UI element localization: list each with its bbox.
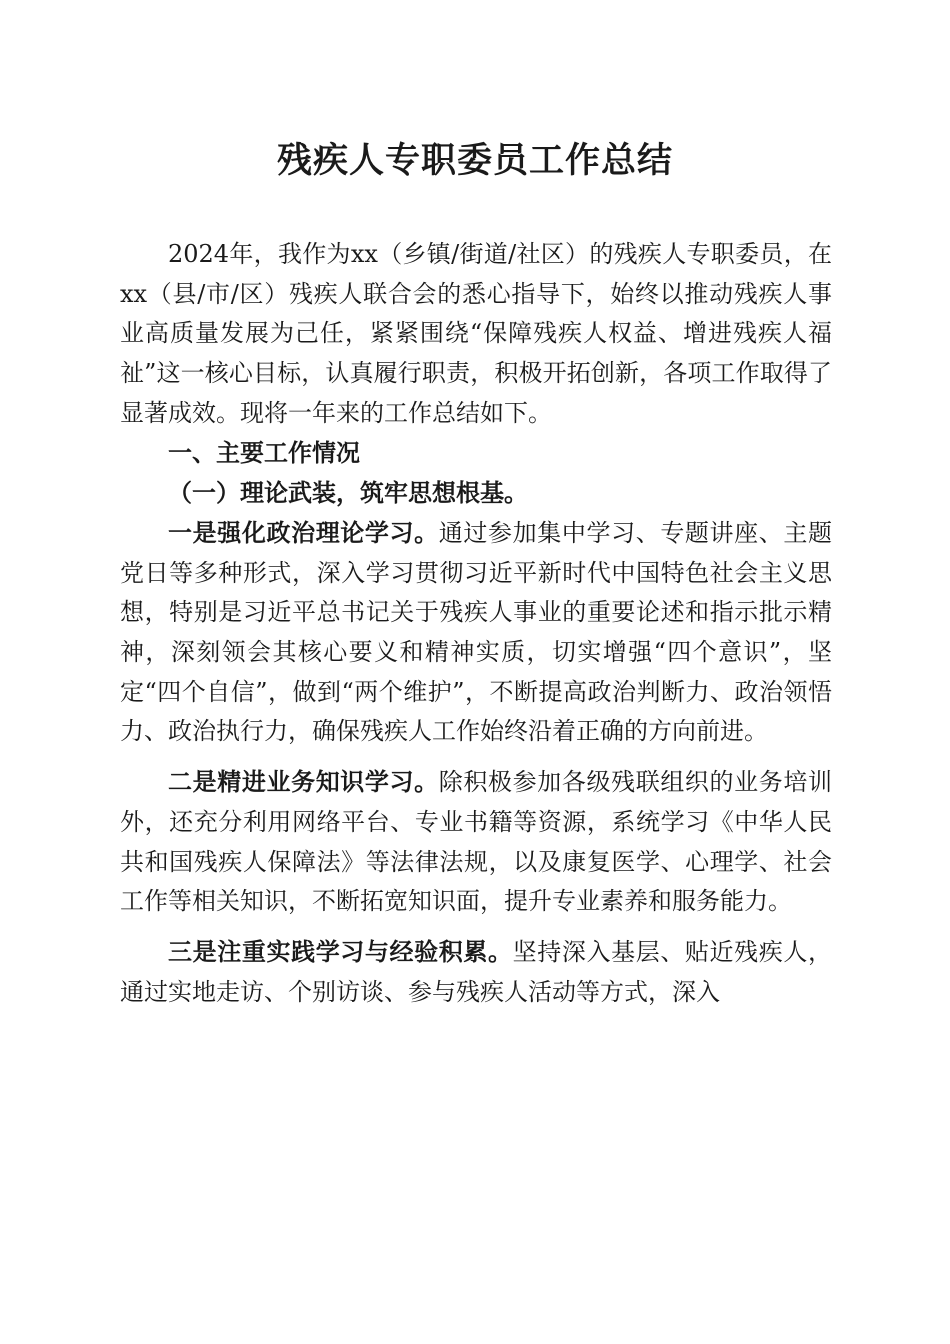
item-text: 坚持深入基层、贴近残疾人，通过实地走访、个别访谈、参与残疾人活动等方式，深入	[120, 937, 833, 1006]
paragraph-item-3	[120, 932, 832, 1012]
document-title: 残疾人专职委员工作总结	[276, 141, 673, 181]
item-lead: 一是强化政治理论学习。	[168, 517, 439, 547]
item-text: 除积极参加各级残联组织的业务培训外，还充分利用网络平台、专业书籍等资源，系统学习《中华人民共和国残疾人保障法》等法律法规，以及康复医学、心理学、社会工作等相关知识，不断拓宽知识面，提升专业素养和服务能力。	[120, 768, 833, 916]
document-body	[120, 235, 832, 1012]
section-heading: 一、主要工作情况	[168, 438, 360, 467]
paragraph-item-1	[120, 513, 832, 752]
item-lead: 二是精进业务知识学习。	[168, 767, 439, 797]
subsection-heading: （一）理论武装，筑牢思想根基。	[168, 478, 528, 508]
item-lead: 三是注重实践学习与经验积累。	[168, 936, 513, 966]
item-text: 通过参加集中学习、专题讲座、主题党日等多种形式，深入学习贯彻习近平新时代中国特色社会主义思想，特别是习近平总书记关于残疾人事业的重要论述和指示批示精神，深刻领会其核心要义和精神实质，切实增强“四个意识”，坚定“四个自信”，做到“两个维护”，不断提高政治判断力、政治领悟力、政治执行力，确保残疾人工作始终沿着正确的方向前进。	[120, 518, 833, 746]
intro-paragraph: 2024年，我作为xx（乡镇/街道/社区）的残疾人专职委员，在xx（县/市/区）残疾人联合会的悉心指导下，始终以推动残疾人事业高质量发展为己任，紧紧围绕“保障残疾人权益、增进残疾人福祉”这一核心目标，认真履行职责，积极开拓创新，各项工作取得了显著成效。现将一年来的工作总结如下。	[120, 240, 832, 427]
paragraph-item-2	[120, 762, 832, 922]
